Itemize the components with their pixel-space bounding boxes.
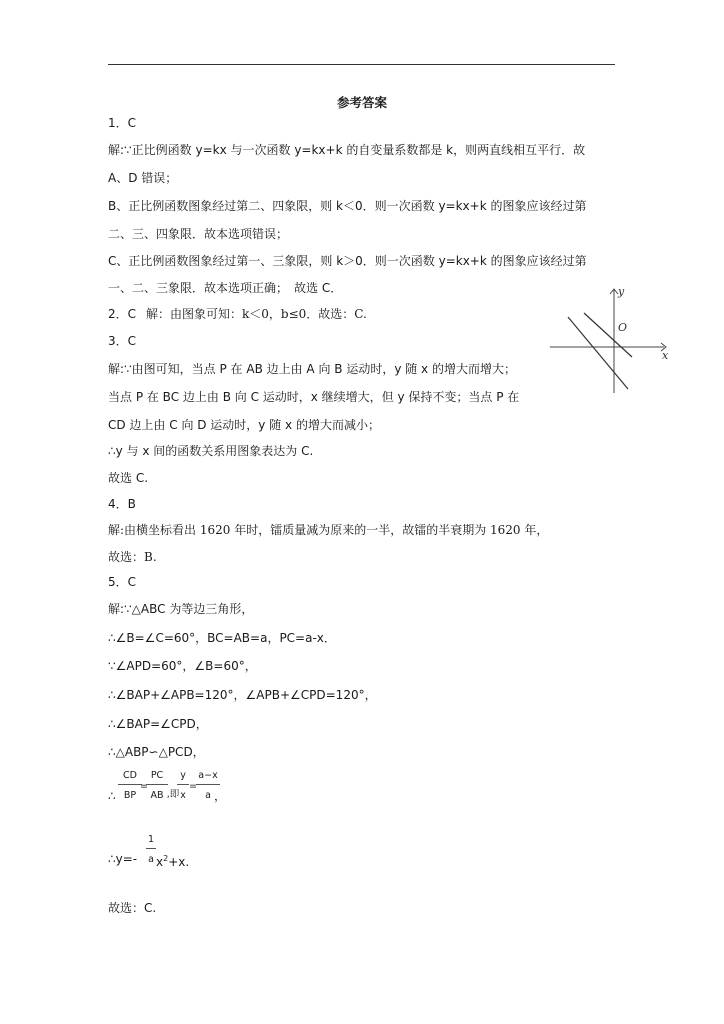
fraction-4-numerator: a−x <box>198 770 218 781</box>
q2-answer-text: 解：由图象可知：k＜0，b≤0．故选：C. <box>146 307 367 321</box>
page-title: 参考答案 <box>336 95 387 110</box>
q5-result-prefix: ∴y=- <box>108 852 138 866</box>
header-rule <box>108 64 615 65</box>
y-axis-label: y <box>618 285 625 298</box>
fraction-5-numerator: 1 <box>147 834 155 845</box>
q3-line-5: 故选 C. <box>108 471 149 485</box>
q3-line-2: 当点 P 在 BC 边上由 B 向 C 运动时，x 继续增大，但 y 保持不变；当点 P 在 <box>108 390 520 404</box>
fraction-1-denominator: BP <box>123 790 137 801</box>
fraction-3-denominator: x <box>180 790 186 801</box>
q1-number: 1．C <box>108 116 137 130</box>
q5-result-suffix <box>156 851 189 870</box>
equals-sign-2: = <box>189 781 197 792</box>
q5-line-1: 解:∵△ABC 为等边三角形， <box>108 602 254 616</box>
q4-number: 4．B <box>108 497 136 511</box>
q5-line-6: ∴△ABP∽△PCD， <box>108 745 205 759</box>
q1-line-6: 一、二、三象限．故本选项正确； 故选 C． <box>108 281 343 295</box>
q5-line-2: ∴∠B=∠C=60°，BC=AB=a，PC=a-x． <box>108 631 336 645</box>
fraction-4-bar <box>196 784 220 785</box>
q1-line-1: 解:∵正比例函数 y=kx 与一次函数 y=kx+k 的自变量系数都是 k，则两直线相互平行．故 <box>108 143 586 157</box>
fraction-4-denominator: a <box>205 790 211 801</box>
q4-line-1: 解:由横坐标看出 1620 年时，镭质量减为原来的一半，故镭的半衰期为 1620 年， <box>108 523 549 537</box>
fraction-2-numerator: PC <box>150 770 164 781</box>
x-axis-label: x <box>662 349 669 362</box>
origin-label: O <box>618 321 628 334</box>
q5-number: 5．C <box>108 575 137 589</box>
q1-line-2: A、D 错误； <box>108 171 178 185</box>
q3-line-1: 解:∵由图可知，当点 P 在 AB 边上由 A 向 B 运动时，y 随 x 的增大而增大； <box>108 362 516 376</box>
q3-line-4: ∴y 与 x 间的函数关系用图象表达为 C. <box>108 444 314 458</box>
fraction-3-bar <box>177 784 189 785</box>
q5-result-exponent: 2 <box>163 854 169 863</box>
q5-line-4: ∴∠BAP+∠APB=120°，∠APB+∠CPD=120°， <box>108 688 377 702</box>
fraction-5-denominator: a <box>148 854 154 865</box>
q5-therefore-symbol: ∴ <box>108 789 116 803</box>
fraction-comma: ， <box>214 789 227 803</box>
fraction-5-bar <box>146 848 156 849</box>
q5-answer: 故选：C. <box>108 901 157 915</box>
equals-sign-1: = <box>140 781 148 792</box>
fraction-1-numerator: CD <box>123 770 137 781</box>
q3-number: 3．C <box>108 334 137 348</box>
fraction-2-bar <box>146 784 168 785</box>
q2-number: 2．C <box>108 307 137 321</box>
q5-line-5: ∴∠BAP=∠CPD， <box>108 717 208 731</box>
fraction-1-bar <box>118 784 142 785</box>
q1-line-4: 二、三、四象限．故本选项错误； <box>108 227 289 241</box>
fraction-2-denominator: AB <box>150 790 164 801</box>
q3-line-3: CD 边上由 C 向 D 运动时，y 随 x 的增大而减小； <box>108 418 380 432</box>
q5-line-3: ∵∠APD=60°，∠B=60°， <box>108 659 257 673</box>
q1-line-3: B、正比例函数图象经过第二、四象限，则 k＜0．则一次函数 y=kx+k 的图象应该经过第 <box>108 199 587 213</box>
fraction-3-numerator: y <box>180 770 186 781</box>
fraction-ji-text: ,即 <box>166 789 180 800</box>
q4-line-2: 故选：B. <box>108 550 157 564</box>
q1-line-5: C、正比例函数图象经过第一、三象限，则 k＞0．则一次函数 y=kx+k 的图象应该经过第 <box>108 254 587 268</box>
q5-result-tail: +x. <box>168 855 190 869</box>
q5-result-x: x <box>156 855 164 869</box>
linear-function-graph <box>548 285 670 397</box>
line-two <box>584 313 632 357</box>
